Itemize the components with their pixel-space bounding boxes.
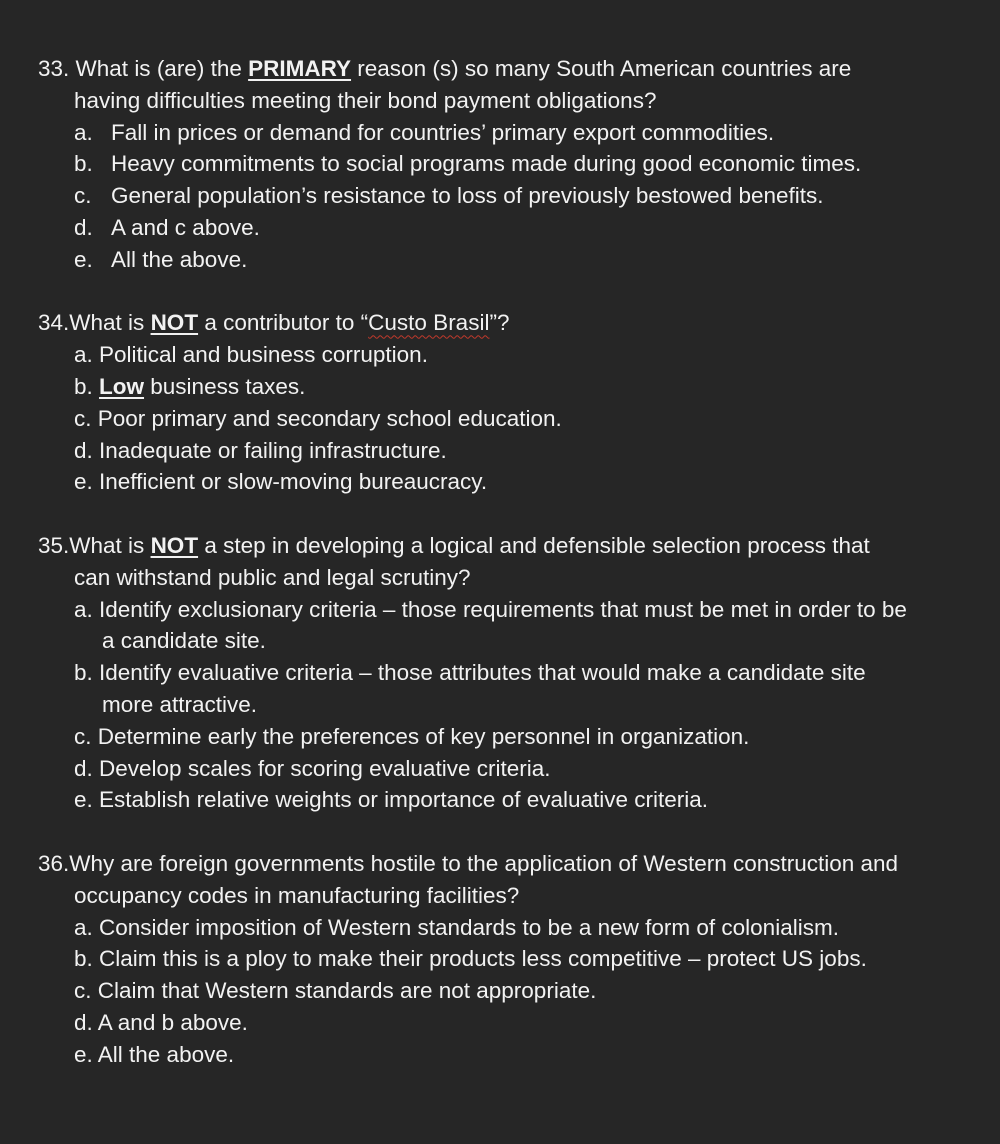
spacer [0, 498, 1000, 530]
emphasis-text: Low [99, 373, 145, 399]
answer-option-continued: more attractive. [102, 691, 258, 717]
spacer [0, 276, 1000, 308]
question-stem: 34.What is NOT a contributor to “Custo Brasil”? [38, 310, 510, 336]
spellcheck-flagged-text: Custo Brasil [368, 310, 490, 336]
answer-option: e. All the above. [74, 246, 248, 272]
answer-option: d. Develop scales for scoring evaluative criteria. [74, 755, 551, 781]
question-stem-continued: can withstand public and legal scrutiny? [74, 564, 471, 590]
answer-option: b. Low business taxes. [74, 373, 306, 399]
answer-option: e. Establish relative weights or importance of evaluative criteria. [74, 787, 709, 813]
question-36 [0, 848, 1000, 1071]
question-number: 34. [38, 310, 70, 336]
emphasis-text: NOT [150, 532, 199, 558]
answer-option: c. Determine early the preferences of key personnel in organization. [74, 723, 750, 749]
answer-option: d. Inadequate or failing infrastructure. [74, 437, 447, 463]
answer-option: b. Heavy commitments to social programs made during good economic times. [74, 151, 862, 177]
answer-option: e. Inefficient or slow-moving bureaucracy. [74, 469, 488, 495]
question-stem: 35.What is NOT a step in developing a logical and defensible selection process that [38, 532, 870, 558]
answer-option: c. General population’s resistance to loss of previously bestowed benefits. [74, 183, 824, 209]
question-number: 36. [38, 850, 70, 876]
question-stem: 36.Why are foreign governments hostile to the application of Western construction and [38, 850, 899, 876]
question-number: 35. [38, 532, 70, 558]
question-35 [0, 530, 1000, 816]
document-page [0, 53, 1000, 1071]
answer-option: c. Claim that Western standards are not appropriate. [74, 978, 597, 1004]
answer-option: b. Claim this is a ploy to make their products less competitive – protect US jobs. [74, 946, 867, 972]
answer-option: e. All the above. [74, 1041, 235, 1067]
question-34 [0, 307, 1000, 498]
answer-option: b. Identify evaluative criteria – those attributes that would make a candidate site [74, 660, 866, 686]
question-stem: 33. What is (are) the PRIMARY reason (s) so many South American countries are [38, 56, 852, 81]
question-33 [0, 53, 1000, 276]
answer-option: d. A and b above. [74, 1009, 248, 1035]
answer-option: a. Identify exclusionary criteria – those requirements that must be met in order to be [74, 596, 907, 622]
answer-option: a. Political and business corruption. [74, 342, 428, 368]
emphasis-text: PRIMARY [248, 56, 352, 81]
spacer [0, 816, 1000, 848]
answer-option-continued: a candidate site. [102, 628, 266, 654]
emphasis-text: NOT [150, 310, 199, 336]
answer-option: d. A and c above. [74, 214, 260, 240]
question-stem-continued: occupancy codes in manufacturing facilities? [74, 882, 520, 908]
answer-option: c. Poor primary and secondary school education. [74, 405, 562, 431]
answer-option: a. Fall in prices or demand for countries’ primary export commodities. [74, 119, 775, 145]
answer-option: a. Consider imposition of Western standards to be a new form of colonialism. [74, 914, 839, 940]
question-number: 33. [38, 56, 70, 81]
question-stem-continued: having difficulties meeting their bond payment obligations? [74, 87, 657, 113]
